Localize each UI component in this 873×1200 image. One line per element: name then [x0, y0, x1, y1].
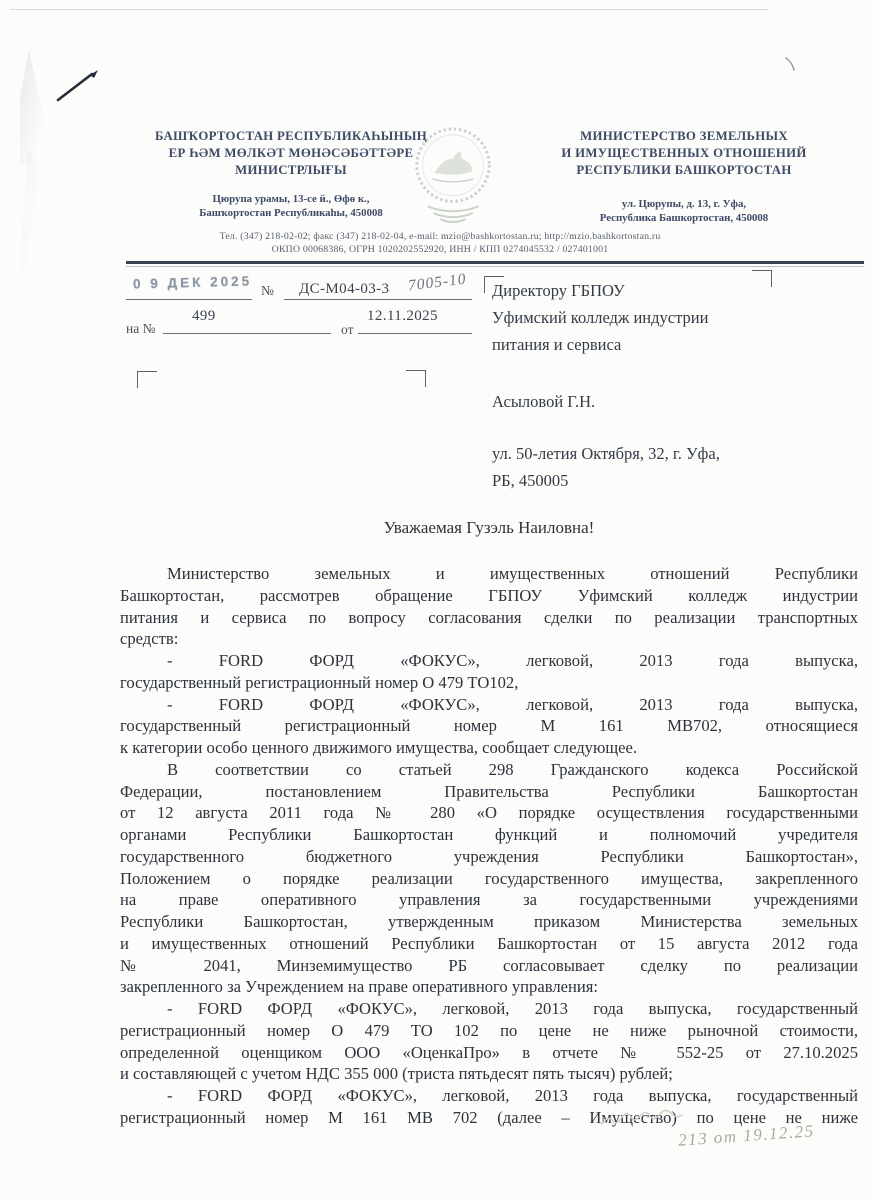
body-line: и составляющей с учетом НДС 355 000 (триста пятьдесят пять тысяч) рублей; — [120, 1064, 673, 1084]
body-line: - FORD ФОРД «ФОКУС», легковой, 2013 года выпуска, государственный — [167, 999, 858, 1018]
body-line: определенной оценщиком ООО «ОценкаПро» в отчете № 552-25 от 27.10.2025 — [120, 1042, 858, 1062]
body-line: Положением о порядке реализации государственного имущества, закрепленного — [120, 868, 858, 888]
outgoing-number: ДС-М04-03-3 — [299, 281, 390, 297]
org-name-line: И ИМУЩЕСТВЕННЫХ ОТНОШЕНИЙ — [561, 146, 807, 160]
org-name-russian — [504, 128, 864, 225]
org-address-line: ул. Цюрупы, д. 13, г. Уфа, — [621, 198, 747, 210]
body-line: регистрационный номер М 161 МВ 702 (далее – Имущество) по цене не ниже — [120, 1107, 858, 1127]
org-address — [504, 197, 864, 225]
ref-underline — [358, 333, 472, 334]
body-paragraph — [120, 563, 858, 650]
ref-underline — [163, 333, 331, 334]
org-name-line: РЕСПУБЛИКИ БАШКОРТОСТАН — [576, 163, 792, 177]
letterhead-divider-echo — [126, 266, 864, 267]
body-line: органами Республики Башкортостан функций и полномочий учредителя — [120, 825, 858, 844]
addressee-block — [492, 277, 802, 494]
bashkortostan-coat-of-arms — [404, 124, 502, 226]
incoming-date: 12.11.2025 — [367, 308, 438, 324]
org-name-line: МИНИСТЕРСТВО ЗЕМЕЛЬНЫХ — [580, 129, 788, 143]
received-handwritten-note: 213 от 19.12.25 — [677, 1121, 816, 1150]
contact-line: Тел. (347) 218-02-02; факс (347) 218-02-04, e-mail: mzio@bashkortostan.ru; http://mzio.bashkortostan.ru — [219, 231, 661, 242]
body-line: Министерство земельных и имущественных отношений Республики — [167, 564, 858, 583]
body-line: закрепленного за Учреждением на праве оперативного управления: — [120, 977, 598, 997]
body-text — [120, 563, 858, 1129]
org-address-line: Башҡортостан Республикаһы, 450008 — [199, 207, 383, 219]
body-line: к категории особо ценного движимого имущества, сообщает следующее. — [120, 738, 638, 757]
addressee-org-line: Уфимский колледж индустрии — [492, 308, 709, 327]
body-line: средств: — [120, 629, 179, 649]
incoming-number: 499 — [192, 308, 216, 324]
scan-edge-line — [10, 9, 768, 10]
stamp-area-corner-tr — [406, 370, 426, 387]
body-line: государственный регистрационный номер М 161 МВ702, относящиеся — [120, 716, 858, 736]
salutation: Уважаемая Гузэль Наиловна! — [383, 518, 595, 537]
org-name-lines — [504, 128, 864, 179]
body-line: и имущественных отношений Республики Башкортостан от 15 августа 2012 года — [120, 933, 858, 953]
stray-pen-tick-icon — [783, 56, 797, 72]
body-line: Республики Башкортостан, утвержденным приказом Министерства земельных — [120, 912, 858, 931]
body-line: Башкортостан, рассмотрев обращение ГБПОУ Уфимский колледж индустрии — [120, 585, 858, 605]
number-sign-label: № — [261, 283, 274, 298]
org-address-line: Цюрупа урамы, 13-се й., Өфө к., — [212, 193, 370, 205]
body-paragraph — [120, 759, 858, 998]
body-line: Федерации, постановлением Правительства Республики Башкортостан — [120, 781, 858, 801]
body-paragraph — [120, 998, 858, 1085]
registration-codes-line: ОКПО 00068386, ОГРН 1020202552920, ИНН / КПП 0274045532 / 027401001 — [271, 244, 609, 255]
handwritten-number-suffix: 7005-10 — [407, 270, 468, 295]
paper-fold-shadow — [18, 150, 40, 290]
body-line: - FORD ФОРД «ФОКУС», легковой, 2013 года выпуска, — [167, 651, 858, 670]
org-name-line: ЕР ҺӘМ МӨЛКӘТ МӨНӘСӘБӘТТӘРЕ — [168, 146, 414, 160]
org-name-line: БАШҠОРТОСТАН РЕСПУБЛИКАҺЫНЫҢ — [154, 129, 428, 143]
org-address-line: Республика Башкортостан, 450008 — [599, 212, 769, 224]
body-line: государственного бюджетного учреждения Республики Башкортостан», — [120, 846, 858, 866]
addressee-org-line: Директору ГБПОУ — [492, 281, 625, 300]
date-stamp: 0 9 ДЕК 2025 — [132, 273, 253, 292]
on-number-label: на № — [126, 321, 156, 336]
body-line: от 12 августа 2011 года № 280 «О порядке осуществления государственными — [120, 803, 858, 823]
addressee-person: Асыловой Г.Н. — [492, 392, 596, 411]
body-line: регистрационный номер О 479 ТО 102 по цене не ниже рыночной стоимости, — [120, 1020, 858, 1040]
body-line: № 2041, Минземимущество РБ согласовывает сделку по реализации — [120, 955, 858, 975]
addressee-org-line: питания и сервиса — [492, 335, 622, 354]
ref-underline — [126, 299, 252, 300]
addressee-address-line: ул. 50-летия Октября, 32, г. Уфа, — [492, 444, 720, 463]
body-line: - FORD ФОРД «ФОКУС», легковой, 2013 года выпуска, — [167, 694, 858, 714]
stamp-area-corner-tl — [137, 371, 157, 388]
contact-block — [110, 230, 770, 256]
addressee-org — [492, 277, 802, 358]
body-line: В соответствии со статьей 298 Гражданского кодекса Российской — [167, 759, 858, 779]
faint-scribble-icon — [598, 1108, 688, 1132]
body-paragraph — [120, 694, 858, 759]
from-label: от — [341, 322, 354, 337]
body-line: питания и сервиса по вопросу согласования сделки по реализации транспортных — [120, 607, 858, 627]
pen-checkmark-icon — [52, 60, 112, 110]
body-paragraph — [120, 1085, 858, 1129]
addressee-address — [492, 440, 802, 494]
org-name-line: МИНИСТРЛЫҒЫ — [235, 163, 347, 177]
body-paragraph — [120, 650, 858, 694]
body-line: - FORD ФОРД «ФОКУС», легковой, 2013 года выпуска, государственный — [167, 1086, 858, 1105]
body-line: государственный регистрационный номер О 479 ТО102, — [120, 672, 519, 692]
ref-underline — [284, 299, 472, 300]
letterhead-divider — [126, 261, 864, 264]
body-line: на праве оперативного управления за государственными учреждениями — [120, 890, 858, 910]
paper-fold-shadow — [20, 50, 50, 165]
addressee-address-line: РБ, 450005 — [492, 471, 569, 490]
